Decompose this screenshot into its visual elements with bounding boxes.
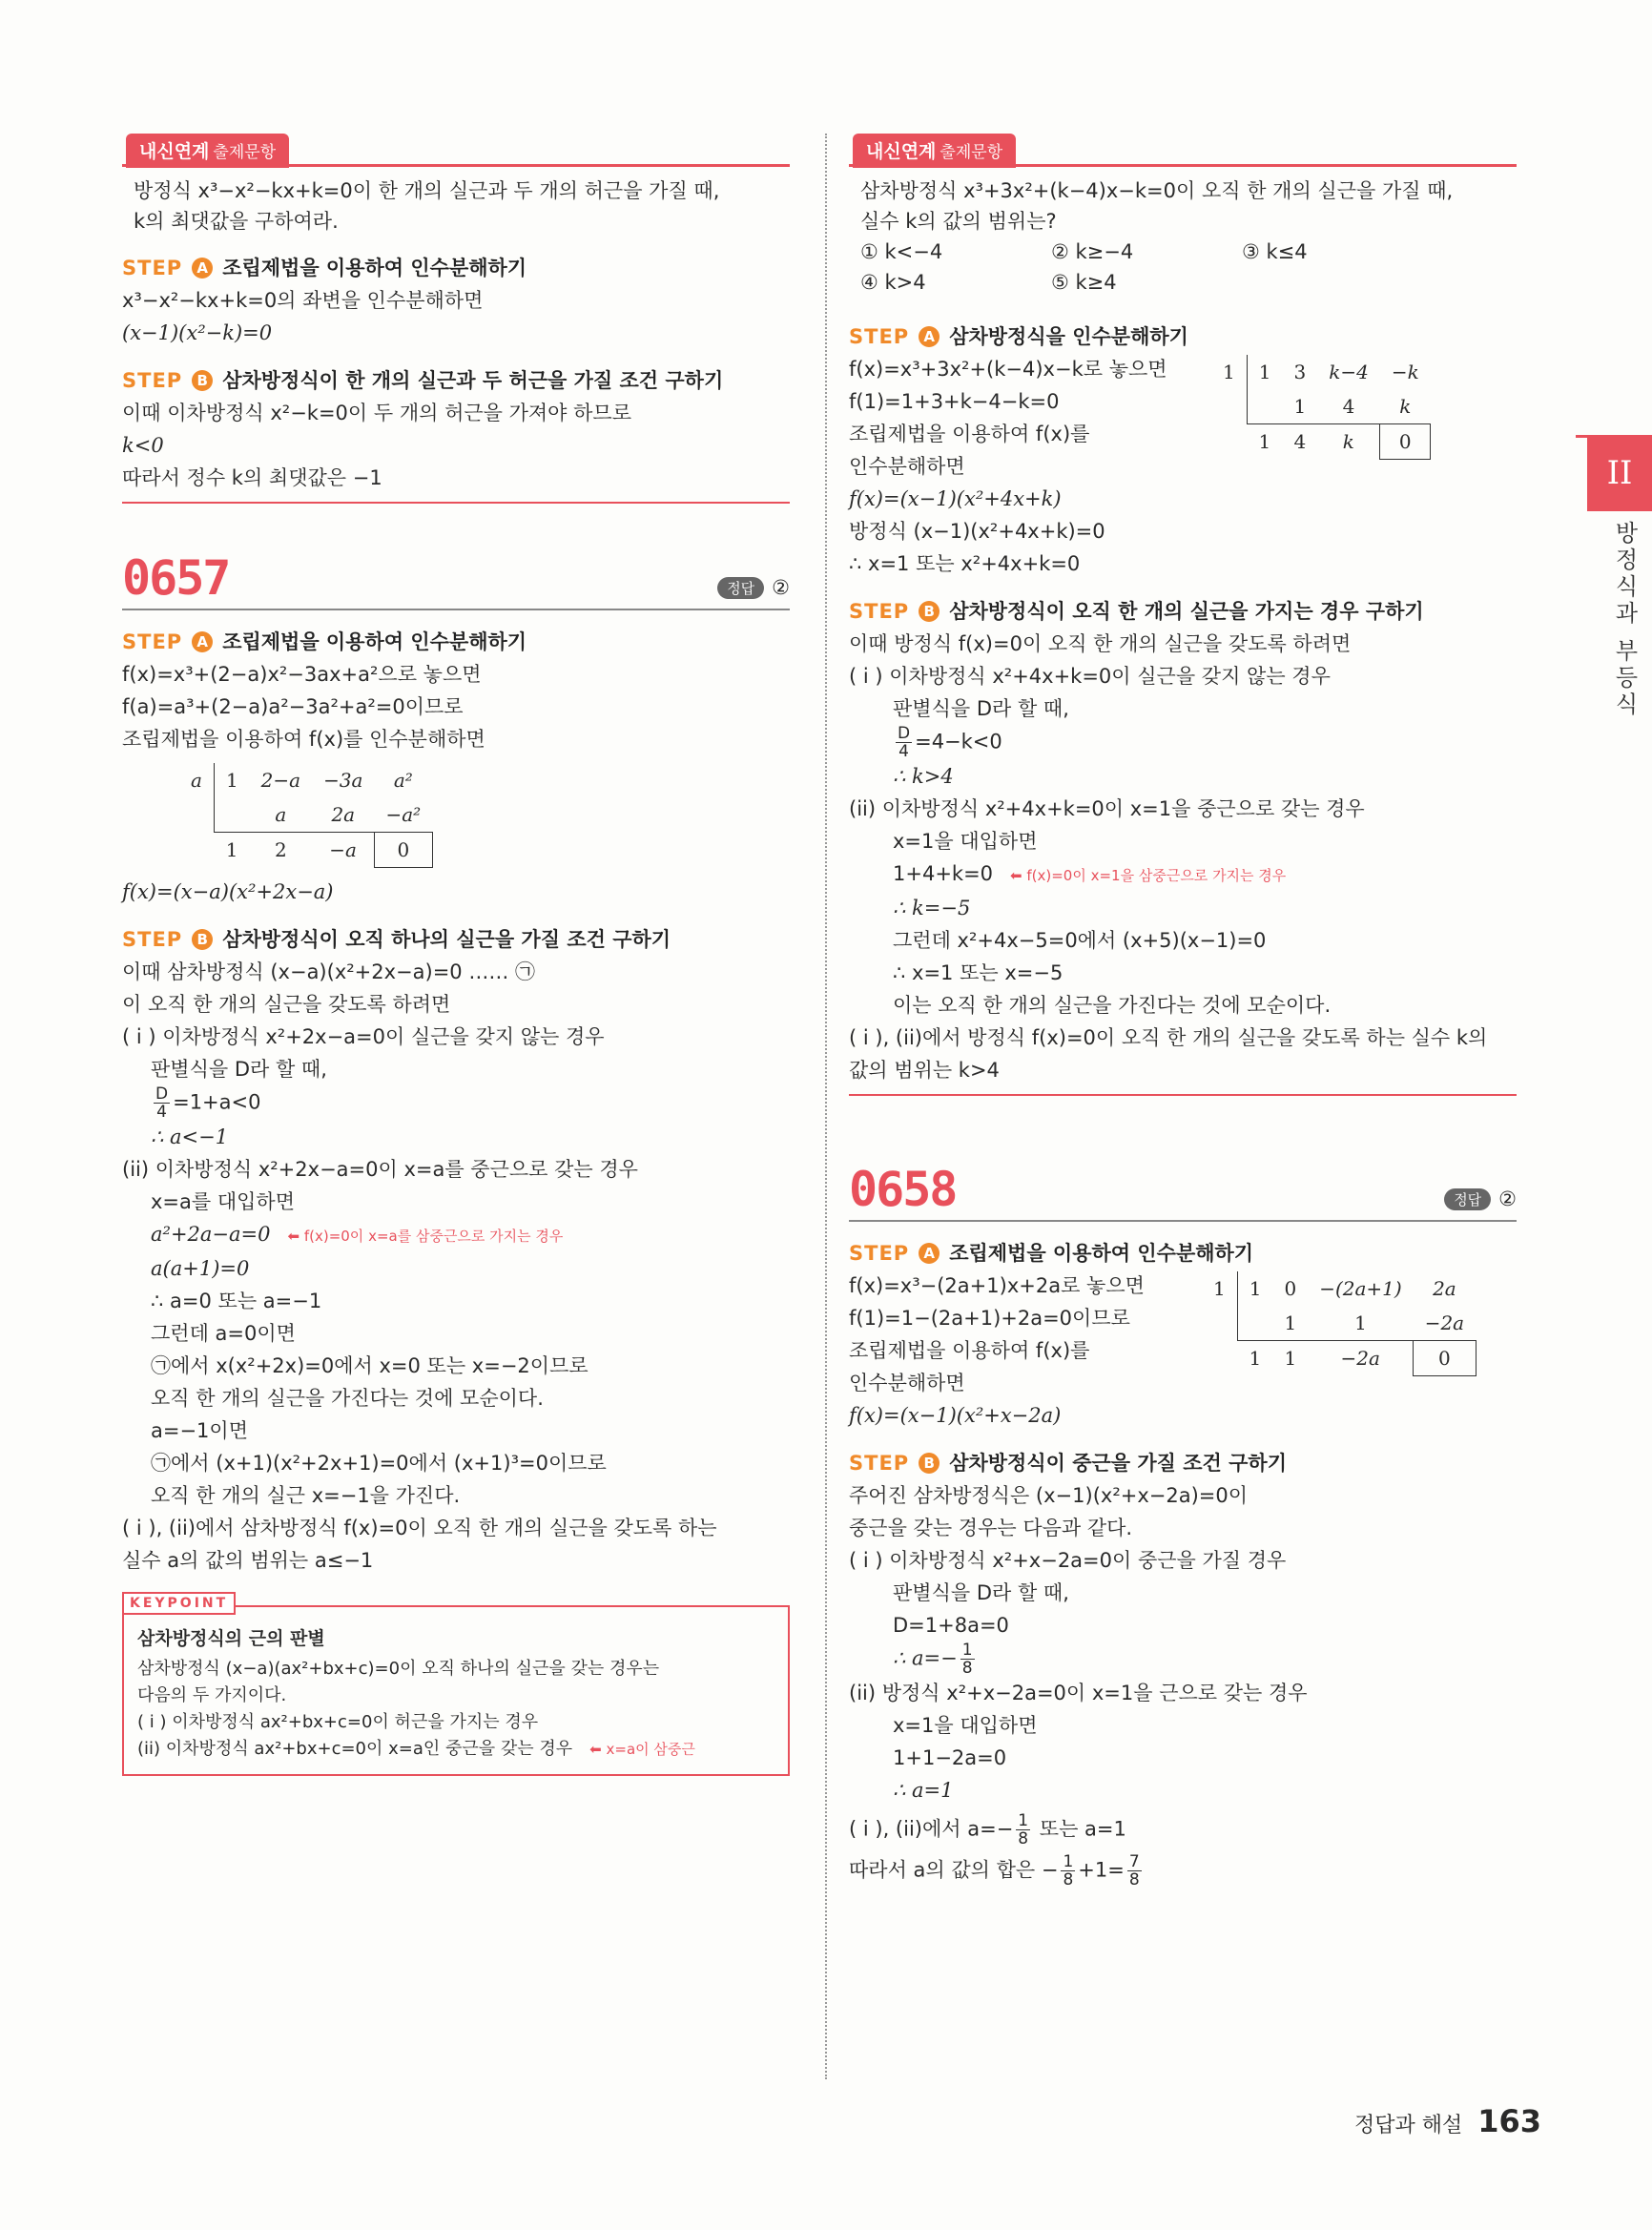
solution-line: 조립제법을 이용하여 f(x)를 [849, 423, 1090, 445]
solution-line: 이 오직 한 개의 실근을 갖도록 하려면 [122, 993, 451, 1016]
synthetic-division-table: 1 1 3 k−4 −k 1 4 k 1 4 k 0 [1211, 355, 1431, 460]
left-column [122, 134, 790, 1776]
solution-line: f(x)=x³−(2a+1)x+2a로 놓으면 [849, 1274, 1145, 1297]
solution-line: ∴ a=0 또는 a=−1 [151, 1290, 322, 1312]
keypoint-box [122, 1596, 790, 1776]
naesin-box [122, 134, 790, 504]
conclusion-line: ( i ), (ii)에서 a=− $\frac{1}{8}$ 또는 a=1 [849, 1811, 1126, 1848]
keypoint-title: 삼차방정식의 근의 판별 [137, 1628, 325, 1649]
problem-header-0658 [849, 1163, 1517, 1222]
conclusion-line: 실수 a의 값의 범위는 a≤−1 [122, 1549, 374, 1572]
conclusion-line: 값의 범위는 k>4 [849, 1059, 1000, 1082]
solution-line: 이때 삼차방정식 (x−a)(x²+2x−a)=0 …… ㉠ [122, 960, 536, 983]
solution-line: ∴ x=1 또는 x=−5 [893, 961, 1063, 984]
solution-line: 오직 한 개의 실근을 가진다는 것에 모순이다. [151, 1387, 544, 1410]
solution-line: f(1)=1−(2a+1)+2a=0이므로 [849, 1307, 1130, 1330]
step-b-header: STEP B 삼차방정식이 오직 한 개의 실근을 가지는 경우 구하기 [849, 600, 1424, 623]
solution-line: f(a)=a³+(2−a)a²−3a²+a²=0이므로 [122, 695, 464, 718]
step-a-header: STEP A 조립제법을 이용하여 인수분해하기 [122, 630, 527, 653]
question-text: 방정식 x³−x²−kx+k=0이 한 개의 실근과 두 개의 허근을 가질 때, k의 최댓값을 구하여라. [134, 179, 720, 233]
solution-line: x=1을 대입하면 [893, 1714, 1038, 1737]
solution-line: f(x)=(x−1)(x²+x−2a) [849, 1404, 1062, 1427]
step-a-header: STEP A 조립제법을 이용하여 인수분해하기 [849, 1242, 1254, 1265]
option-4: ④ k>4 [860, 271, 926, 294]
problem-number: 0658 [849, 1162, 957, 1217]
solution-line: a=−1이면 [151, 1419, 248, 1442]
keypoint-line: ( i ) 이차방정식 ax²+bx+c=0이 허근을 가지는 경우 [137, 1712, 539, 1732]
footer-label: 정답과 해설 [1354, 2114, 1463, 2137]
solution-line: 그런데 x²+4x−5=0에서 (x+5)(x−1)=0 [893, 929, 1267, 952]
solution-line: 1+1−2a=0 [893, 1746, 1007, 1769]
page-footer [1354, 2103, 1541, 2139]
case-line: ( i ) 이차방정식 x²+4x+k=0이 실근을 갖지 않는 경우 [849, 665, 1331, 688]
solution-line: 1+4+k=0 ⬅ f(x)=0이 x=1을 삼중근으로 가지는 경우 [893, 862, 1287, 885]
right-column [849, 134, 1517, 1889]
fraction-line: $\frac{D}{4}$ =4−k<0 [898, 724, 1002, 761]
solution-line: ∴ x=1 또는 x²+4x+k=0 [849, 552, 1081, 575]
solution-line: ∴ k=−5 [893, 897, 971, 919]
solution-line: 조립제법을 이용하여 f(x)를 인수분해하면 [122, 728, 485, 751]
synthetic-division-table: a 1 2−a −3a a² a 2a −a² 1 2 −a 0 [179, 763, 433, 868]
step-b-header: STEP B 삼차방정식이 중근을 가질 조건 구하기 [849, 1452, 1288, 1475]
solution-line: D=1+8a=0 [893, 1614, 1009, 1637]
solution-line: 주어진 삼차방정식은 (x−1)(x²+x−2a)=0이 [849, 1484, 1249, 1507]
page-number: 163 [1477, 2103, 1542, 2139]
solution-line: x=a를 대입하면 [151, 1190, 295, 1213]
solution-line: k<0 [122, 434, 164, 457]
solution-line: 이때 방정식 f(x)=0이 오직 한 개의 실근을 갖도록 하려면 [849, 632, 1352, 655]
step-a-header: STEP A 조립제법을 이용하여 인수분해하기 [122, 257, 527, 279]
answer-badge: 정답 ② [1444, 1187, 1517, 1210]
solution-line: 인수분해하면 [849, 455, 965, 478]
solution-line: 인수분해하면 [849, 1372, 965, 1394]
fraction-line: $\frac{D}{4}$ =1+a<0 [155, 1084, 261, 1122]
naesin-tag: 내신연계 출제문항 [126, 134, 289, 168]
case-line: (ii) 이차방정식 x²+2x−a=0이 x=a를 중근으로 갖는 경우 [122, 1158, 638, 1181]
option-3: ③ k≤4 [1242, 240, 1308, 263]
synthetic-division-table: 1 1 0 −(2a+1) 2a 1 1 −2a 1 1 −2a 0 [1202, 1271, 1476, 1376]
solution-line: x³−x²−kx+k=0의 좌변을 인수분해하면 [122, 289, 484, 312]
step-b-header: STEP B 삼차방정식이 오직 하나의 실근을 가질 조건 구하기 [122, 928, 671, 951]
problem-number: 0657 [122, 550, 230, 606]
solution-line: x=1을 대입하면 [893, 830, 1038, 853]
solution-line: a(a+1)=0 [151, 1257, 250, 1280]
solution-line: 판별식을 D라 할 때, [151, 1058, 327, 1081]
naesin-tag: 내신연계 출제문항 [853, 134, 1016, 168]
step-b-header: STEP B 삼차방정식이 한 개의 실근과 두 허근을 가질 조건 구하기 [122, 369, 724, 392]
conclusion-line: ( i ), (ii)에서 삼차방정식 f(x)=0이 오직 한 개의 실근을 갖도록 하는 [122, 1517, 717, 1539]
solution-line: ∴ a<−1 [151, 1125, 229, 1148]
naesin-box [849, 134, 1517, 1096]
option-1: ① k<−4 [860, 240, 943, 263]
answer-badge: 정답 ② [717, 576, 790, 599]
solution-line: 조립제법을 이용하여 f(x)를 [849, 1339, 1090, 1362]
solution-line: 오직 한 개의 실근 x=−1을 가진다. [151, 1484, 461, 1507]
keypoint-line: (ii) 이차방정식 ax²+bx+c=0이 x=a인 중근을 갖는 경우 ⬅ x=a이 삼중근 [137, 1739, 695, 1759]
option-2: ② k≥−4 [1051, 240, 1134, 263]
solution-line: 이때 이차방정식 x²−k=0이 두 개의 허근을 가져야 하므로 [122, 402, 632, 424]
solution-line: 판별식을 D라 할 때, [893, 1581, 1069, 1604]
solution-line: (x−1)(x²−k)=0 [122, 321, 273, 344]
step-a-header: STEP A 삼차방정식을 인수분해하기 [849, 325, 1188, 348]
solution-line: ㉠에서 x(x²+2x)=0에서 x=0 또는 x=−2이므로 [151, 1354, 589, 1377]
solution-line: ∴ a=1 [893, 1779, 954, 1802]
option-5: ⑤ k≥4 [1051, 271, 1117, 294]
solution-line: ∴ k>4 [893, 765, 954, 788]
solution-line: 따라서 정수 k의 최댓값은 −1 [122, 466, 382, 489]
conclusion-line: ( i ), (ii)에서 방정식 f(x)=0이 오직 한 개의 실근을 갖도록 하는 실수 k의 [849, 1026, 1488, 1049]
case-line: ( i ) 이차방정식 x²+2x−a=0이 실근을 갖지 않는 경우 [122, 1025, 605, 1048]
answer-options [860, 237, 1517, 298]
keypoint-line: 삼차방정식 (x−a)(ax²+bx+c)=0이 오직 하나의 실근을 갖는 경우는 [137, 1659, 660, 1679]
case-line: (ii) 이차방정식 x²+4x+k=0이 x=1을 중근으로 갖는 경우 [849, 797, 1365, 820]
column-divider [825, 134, 827, 2079]
solution-line: f(x)=(x−1)(x²+4x+k) [849, 487, 1062, 510]
fraction-line: ∴ a=− $\frac{1}{8}$ [893, 1641, 973, 1678]
solution-line: a²+2a−a=0 ⬅ f(x)=0이 x=a를 삼중근으로 가지는 경우 [151, 1223, 564, 1246]
keypoint-line: 다음의 두 가지이다. [137, 1685, 287, 1705]
solution-line: ㉠에서 (x+1)(x²+2x+1)=0에서 (x+1)³=0이므로 [151, 1452, 607, 1475]
final-answer-line: 따라서 a의 값의 합은 − $\frac{1}{8}$ +1= $\frac{7}{8}$ [849, 1852, 1140, 1889]
chapter-tab: II [1587, 435, 1652, 511]
chapter-title: 방정식과 부등식 [1611, 521, 1638, 719]
keypoint-tag: KEYPOINT [122, 1592, 236, 1615]
solution-line: f(1)=1+3+k−4−k=0 [849, 390, 1060, 413]
solution-line: 중근을 갖는 경우는 다음과 같다. [849, 1517, 1133, 1539]
solution-line: f(x)=(x−a)(x²+2x−a) [122, 880, 334, 903]
solution-line: 방정식 (x−1)(x²+4x+k)=0 [849, 520, 1105, 543]
solution-line: 이는 오직 한 개의 실근을 가진다는 것에 모순이다. [893, 994, 1332, 1017]
problem-header-0657 [122, 551, 790, 610]
case-line: (ii) 방정식 x²+x−2a=0이 x=1을 근으로 갖는 경우 [849, 1682, 1308, 1704]
solution-line: f(x)=x³+(2−a)x²−3ax+a²으로 놓으면 [122, 663, 482, 686]
question-text: 삼차방정식 x³+3x²+(k−4)x−k=0이 오직 한 개의 실근을 가질 때, 실수 k의 값의 범위는? [860, 179, 1454, 233]
solution-line: f(x)=x³+3x²+(k−4)x−k로 놓으면 [849, 358, 1167, 381]
solution-line: 판별식을 D라 할 때, [893, 697, 1069, 720]
solution-line: 그런데 a=0이면 [151, 1322, 296, 1345]
case-line: ( i ) 이차방정식 x²+x−2a=0이 중근을 가질 경우 [849, 1549, 1287, 1572]
